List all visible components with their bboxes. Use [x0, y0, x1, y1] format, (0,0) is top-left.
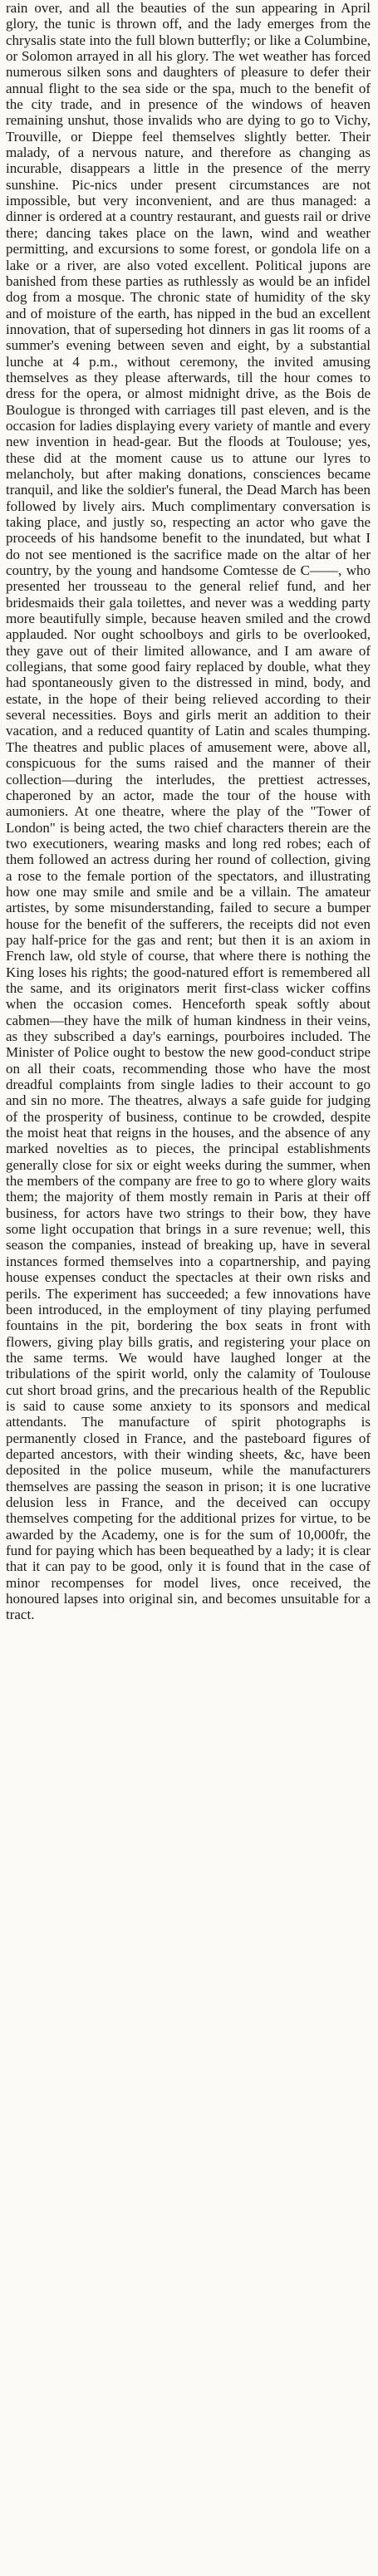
- article-paragraph: rain over, and all the beauties of the sun appearing in April glory, the tunic is thrown off, and the lady emerges from the chrysalis state into the full blown butterfly; or like a Columbine, or Solomon arrayed in all his glory. The wet weather has forced numerous silken sons and daughters of pleasure to defer their annual flight to the sea side or the spa, much to the benefit of the city trade, and in presence of the windows of heaven remaining unshut, those invalids who are dying to go to Vichy, Trouville, or Dieppe feel themselves slightly better. Their malady, of a nervous nature, and therefore as changing as incurable, disappears a little in the presence of the merry sunshine. Pic-nics under present circumstances are not impossible, but very inconvenient, and are thus managed: a dinner is ordered at a country restaurant, and guests rail or drive there; dancing takes place on the lawn, wind and weather permitting, and excursions to some forest, or gondola life on a lake or a river, are also voted excellent. Political jupons are banished from these parties as ruthlessly as would be an infidel dog from a mosque. The chronic state of humidity of the sky and of moisture of the earth, has nipped in the bud an excellent innovation, that of superseding hot dinners in gas lit rooms of a summer's evening between seven and eight, by a substantial lunche at 4 p.m., without ceremony, the invited amusing themselves as they please afterwards, till the hour comes to dress for the opera, or almost midnight drive, as the Bois de Boulogue is thronged with carriages till past eleven, and is the occasion for ladies displaying every variety of mantle and every new invention in head-gear. But the floods at Toulouse; yes, these did at the moment cause us to attune our lyres to melancholy, but after making donations, consciences became tranquil, and like the soldier's funeral, the Dead March has been followed by lively airs. Much complimentary conversation is taking place, and justly so, respecting an actor who gave the proceeds of his handsome benefit to the inundated, but what I do not see mentioned is the sacrifice made on the altar of her country, by the young and handsome Comtesse de C——, who presented her trousseau to the general relief fund, and her bridesmaids their gala toilettes, and never was a wedding party more beautifully simple, because heaven smiled and the crowd applauded. Nor ought schoolboys and girls to be overlooked, they gave out of their limited allowance, and I am aware of collegians, that some good fairy replaced by double, what they had spontaneously given to the distressed in mind, body, and estate, in the hope of their being relieved according to their several necessities. Boys and girls merit an addition to their vacation, and a reduced quantity of Latin and scales thumping. The theatres and public places of amusement were, above all, conspicuous for the sums raised and the manner of their collection—during the interludes, the prettiest actresses, chaperoned by an actor, made the tour of the house with aumoniers. At one theatre, where the play of the "Tower of London" is being acted, the two chief characters therein are the two executioners, wearing masks and long red robes; each of them followed an actress during her round of collection, giving a rose to the female portion of the spectators, and illustrating how one may smile and smile and be a villain. The amateur artistes, by some misunderstanding, failed to secure a bumper house for the benefit of the sufferers, the receipts did not even pay half-price for the gas and rent; but then it is an axiom in French law, old style of course, that where there is nothing the King loses his rights; the good-natured effort is remembered all the same, and its originators merit first-class wicker coffins when the occasion comes. Henceforth speak softly about cabmen—they have the milk of human kindness in their veins, as they subscribed a day's earnings, pourboires included. The Minister of Police ought to bestow the new good-conduct stripe on all their coats, recommending those who have the most dreadful complaints from single ladies to their account to go and sin no more. The theatres, always a safe guide for judging of the prosperity of business, continue to be crowded, despite the moist heat that reigns in the houses, and the absence of any marked novelties as to pieces, the principal establishments generally close for six or eight weeks during the summer, when the members of the company are free to go to where glory waits them; the majority of them mostly remain in Paris at their off business, for actors have two strings to their bow, they have some light occupation that brings in a sure revenue; well, this season the companies, instead of breaking up, have in several instances formed themselves into a copartnership, and paying house expenses conduct the spectacles at their own risks and perils. The experiment has succeeded; a few innovations have been introduced, in the employment of tiny playing perfumed fountains in the pit, bordering the box seats in front with flowers, giving play bills gratis, and registering your place on the same terms. We would have laughed longer at the tribulations of the spirit world, only the calamity of Toulouse cut short broad grins, and the precarious health of the Republic is said to cause some anxiety to its sponsors and medical attendants. The manufacture of spirit photographs is permanently closed in France, and the pasteboard figures of departed ancestors, with their winding sheets, &c, have been deposited in the police museum, while the manufacturers themselves are passing the season in prison; it is one lucrative delusion less in France, and the deceived can occupy themselves competing for the additional prizes for virtue, to be awarded by the Academy, one is for the sum of 10,000fr, the fund for paying which has been bequeathed by a lady; it is clear that it can pay to be good, only it is found that in the case of minor recompenses for model lives, once received, the honoured lapses into original sin, and becomes unsuitable for a tract.: [6, 0, 371, 1623]
